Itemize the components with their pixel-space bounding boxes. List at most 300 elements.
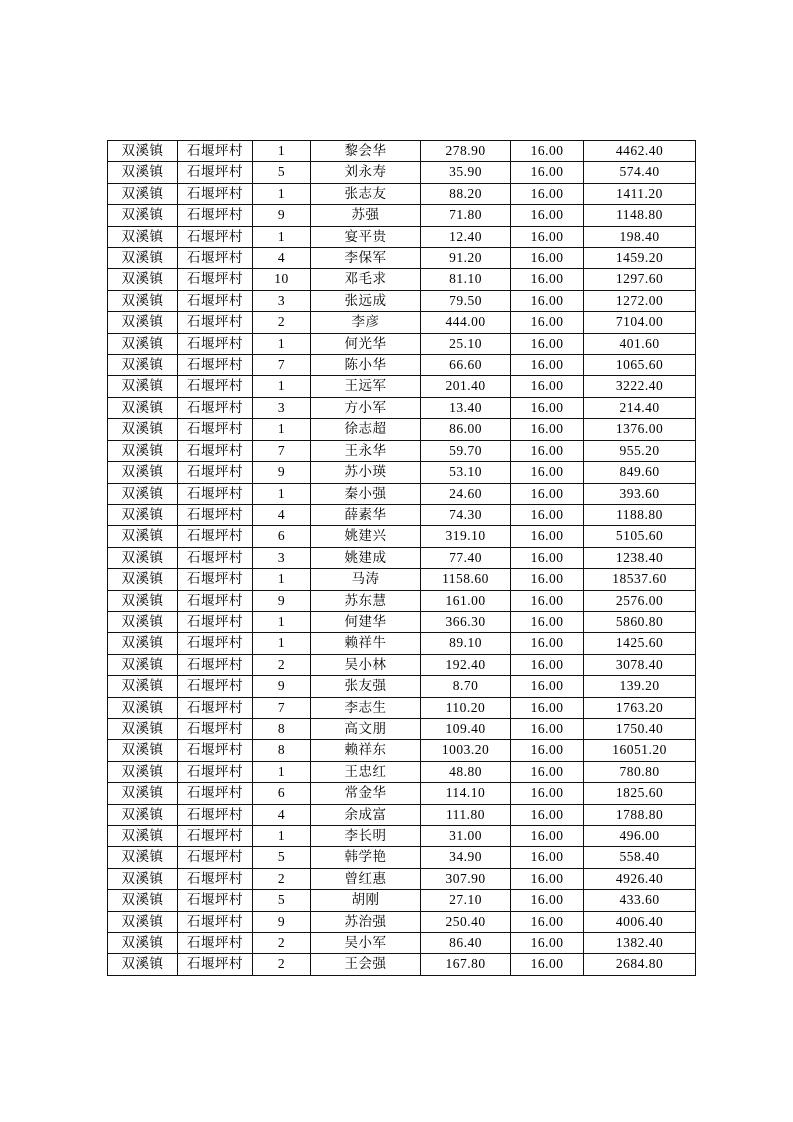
cell-town: 双溪镇 [108,440,178,461]
table-row [108,633,696,654]
table-row [108,504,696,525]
table-row [108,569,696,590]
cell-group: 5 [253,162,311,183]
cell-village: 石堰坪村 [178,890,253,911]
table-row [108,933,696,954]
cell-group: 1 [253,633,311,654]
cell-town: 双溪镇 [108,590,178,611]
cell-name: 李彦 [311,312,421,333]
cell-rate: 16.00 [511,248,584,269]
cell-village: 石堰坪村 [178,483,253,504]
cell-amount: 444.00 [421,312,511,333]
table-row [108,248,696,269]
cell-total: 393.60 [584,483,696,504]
cell-rate: 16.00 [511,890,584,911]
cell-name: 李保军 [311,248,421,269]
cell-name: 张远成 [311,290,421,311]
cell-town: 双溪镇 [108,226,178,247]
cell-rate: 16.00 [511,826,584,847]
cell-village: 石堰坪村 [178,697,253,718]
cell-village: 石堰坪村 [178,590,253,611]
cell-village: 石堰坪村 [178,847,253,868]
cell-rate: 16.00 [511,290,584,311]
table-row [108,654,696,675]
cell-group: 2 [253,954,311,975]
cell-group: 8 [253,740,311,761]
cell-rate: 16.00 [511,783,584,804]
cell-rate: 16.00 [511,183,584,204]
table-row [108,526,696,547]
cell-total: 5860.80 [584,611,696,632]
cell-total: 1238.40 [584,547,696,568]
cell-amount: 53.10 [421,462,511,483]
cell-group: 1 [253,611,311,632]
cell-total: 1459.20 [584,248,696,269]
cell-name: 胡刚 [311,890,421,911]
cell-amount: 12.40 [421,226,511,247]
records-table [107,140,696,976]
cell-total: 16051.20 [584,740,696,761]
cell-total: 433.60 [584,890,696,911]
cell-amount: 110.20 [421,697,511,718]
cell-amount: 1003.20 [421,740,511,761]
cell-rate: 16.00 [511,205,584,226]
cell-total: 4926.40 [584,868,696,889]
cell-total: 18537.60 [584,569,696,590]
cell-village: 石堰坪村 [178,804,253,825]
cell-name: 吴小军 [311,933,421,954]
table-row [108,826,696,847]
cell-group: 1 [253,483,311,504]
cell-town: 双溪镇 [108,654,178,675]
cell-group: 1 [253,183,311,204]
cell-rate: 16.00 [511,526,584,547]
cell-village: 石堰坪村 [178,397,253,418]
cell-rate: 16.00 [511,504,584,525]
cell-village: 石堰坪村 [178,676,253,697]
cell-amount: 71.80 [421,205,511,226]
cell-group: 5 [253,890,311,911]
table-row [108,269,696,290]
cell-town: 双溪镇 [108,504,178,525]
cell-town: 双溪镇 [108,162,178,183]
cell-village: 石堰坪村 [178,376,253,397]
cell-name: 方小军 [311,397,421,418]
cell-group: 1 [253,141,311,162]
cell-amount: 66.60 [421,355,511,376]
cell-total: 401.60 [584,333,696,354]
cell-total: 1425.60 [584,633,696,654]
cell-amount: 89.10 [421,633,511,654]
cell-total: 198.40 [584,226,696,247]
cell-name: 赖祥东 [311,740,421,761]
cell-amount: 25.10 [421,333,511,354]
cell-town: 双溪镇 [108,205,178,226]
cell-name: 李志生 [311,697,421,718]
cell-name: 张友强 [311,676,421,697]
cell-town: 双溪镇 [108,933,178,954]
cell-total: 1825.60 [584,783,696,804]
table-row [108,397,696,418]
cell-name: 曾红惠 [311,868,421,889]
cell-village: 石堰坪村 [178,504,253,525]
cell-village: 石堰坪村 [178,141,253,162]
cell-village: 石堰坪村 [178,183,253,204]
cell-total: 3222.40 [584,376,696,397]
cell-name: 何光华 [311,333,421,354]
cell-group: 1 [253,569,311,590]
cell-amount: 59.70 [421,440,511,461]
table-row [108,183,696,204]
cell-village: 石堰坪村 [178,911,253,932]
cell-village: 石堰坪村 [178,740,253,761]
cell-rate: 16.00 [511,718,584,739]
table-row [108,676,696,697]
cell-group: 2 [253,312,311,333]
cell-amount: 192.40 [421,654,511,675]
cell-town: 双溪镇 [108,569,178,590]
cell-total: 1750.40 [584,718,696,739]
cell-village: 石堰坪村 [178,355,253,376]
cell-rate: 16.00 [511,911,584,932]
cell-total: 5105.60 [584,526,696,547]
cell-group: 3 [253,547,311,568]
table-row [108,847,696,868]
cell-amount: 8.70 [421,676,511,697]
cell-rate: 16.00 [511,483,584,504]
cell-total: 3078.40 [584,654,696,675]
cell-amount: 91.20 [421,248,511,269]
cell-total: 1788.80 [584,804,696,825]
cell-amount: 13.40 [421,397,511,418]
cell-name: 吴小林 [311,654,421,675]
cell-rate: 16.00 [511,141,584,162]
cell-name: 常金华 [311,783,421,804]
table-row [108,226,696,247]
cell-group: 5 [253,847,311,868]
cell-rate: 16.00 [511,654,584,675]
cell-town: 双溪镇 [108,826,178,847]
cell-group: 9 [253,205,311,226]
cell-rate: 16.00 [511,226,584,247]
cell-village: 石堰坪村 [178,248,253,269]
cell-name: 王忠红 [311,761,421,782]
cell-group: 7 [253,440,311,461]
cell-town: 双溪镇 [108,611,178,632]
cell-name: 李长明 [311,826,421,847]
cell-group: 6 [253,783,311,804]
cell-total: 139.20 [584,676,696,697]
cell-group: 1 [253,376,311,397]
cell-amount: 109.40 [421,718,511,739]
cell-town: 双溪镇 [108,333,178,354]
cell-rate: 16.00 [511,162,584,183]
cell-village: 石堰坪村 [178,654,253,675]
cell-amount: 88.20 [421,183,511,204]
cell-town: 双溪镇 [108,419,178,440]
cell-amount: 48.80 [421,761,511,782]
cell-village: 石堰坪村 [178,718,253,739]
cell-name: 苏小瑛 [311,462,421,483]
cell-rate: 16.00 [511,633,584,654]
cell-total: 1376.00 [584,419,696,440]
cell-group: 6 [253,526,311,547]
cell-rate: 16.00 [511,462,584,483]
table-row [108,290,696,311]
cell-village: 石堰坪村 [178,783,253,804]
cell-total: 1272.00 [584,290,696,311]
cell-total: 1065.60 [584,355,696,376]
cell-name: 韩学艳 [311,847,421,868]
cell-amount: 307.90 [421,868,511,889]
cell-name: 邓毛求 [311,269,421,290]
cell-name: 张志友 [311,183,421,204]
cell-village: 石堰坪村 [178,526,253,547]
cell-town: 双溪镇 [108,376,178,397]
cell-group: 9 [253,462,311,483]
table-row [108,440,696,461]
cell-rate: 16.00 [511,547,584,568]
cell-village: 石堰坪村 [178,462,253,483]
cell-name: 余成富 [311,804,421,825]
cell-name: 秦小强 [311,483,421,504]
cell-rate: 16.00 [511,312,584,333]
cell-village: 石堰坪村 [178,162,253,183]
cell-rate: 16.00 [511,740,584,761]
cell-town: 双溪镇 [108,290,178,311]
cell-group: 2 [253,933,311,954]
cell-rate: 16.00 [511,933,584,954]
cell-total: 496.00 [584,826,696,847]
cell-group: 9 [253,911,311,932]
cell-rate: 16.00 [511,376,584,397]
cell-total: 4462.40 [584,141,696,162]
table-row [108,590,696,611]
cell-name: 何建华 [311,611,421,632]
cell-amount: 74.30 [421,504,511,525]
cell-rate: 16.00 [511,804,584,825]
cell-amount: 77.40 [421,547,511,568]
cell-amount: 27.10 [421,890,511,911]
cell-name: 薛素华 [311,504,421,525]
cell-group: 8 [253,718,311,739]
cell-rate: 16.00 [511,419,584,440]
cell-group: 4 [253,504,311,525]
cell-rate: 16.00 [511,569,584,590]
table-row [108,911,696,932]
cell-group: 1 [253,333,311,354]
cell-amount: 24.60 [421,483,511,504]
cell-town: 双溪镇 [108,633,178,654]
cell-rate: 16.00 [511,355,584,376]
cell-town: 双溪镇 [108,526,178,547]
table-row [108,162,696,183]
cell-name: 徐志超 [311,419,421,440]
table-row [108,312,696,333]
cell-town: 双溪镇 [108,697,178,718]
cell-name: 宴平贵 [311,226,421,247]
cell-village: 石堰坪村 [178,333,253,354]
cell-rate: 16.00 [511,697,584,718]
cell-name: 高文朋 [311,718,421,739]
table-row [108,761,696,782]
cell-amount: 34.90 [421,847,511,868]
cell-group: 1 [253,419,311,440]
table-row [108,376,696,397]
cell-village: 石堰坪村 [178,569,253,590]
cell-total: 1411.20 [584,183,696,204]
cell-name: 苏强 [311,205,421,226]
cell-village: 石堰坪村 [178,633,253,654]
table-row [108,462,696,483]
cell-total: 1188.80 [584,504,696,525]
cell-name: 苏治强 [311,911,421,932]
cell-amount: 86.40 [421,933,511,954]
cell-village: 石堰坪村 [178,205,253,226]
cell-town: 双溪镇 [108,718,178,739]
cell-total: 558.40 [584,847,696,868]
cell-group: 3 [253,397,311,418]
table-row [108,718,696,739]
cell-rate: 16.00 [511,333,584,354]
cell-group: 9 [253,590,311,611]
cell-amount: 111.80 [421,804,511,825]
cell-village: 石堰坪村 [178,933,253,954]
cell-group: 2 [253,654,311,675]
cell-town: 双溪镇 [108,397,178,418]
records-table-body [108,141,696,976]
cell-amount: 114.10 [421,783,511,804]
cell-group: 1 [253,761,311,782]
cell-town: 双溪镇 [108,547,178,568]
cell-total: 2684.80 [584,954,696,975]
cell-amount: 86.00 [421,419,511,440]
table-row [108,547,696,568]
cell-amount: 81.10 [421,269,511,290]
cell-amount: 250.40 [421,911,511,932]
cell-total: 574.40 [584,162,696,183]
cell-village: 石堰坪村 [178,269,253,290]
cell-amount: 161.00 [421,590,511,611]
table-row [108,141,696,162]
cell-amount: 201.40 [421,376,511,397]
table-row [108,868,696,889]
cell-village: 石堰坪村 [178,290,253,311]
cell-town: 双溪镇 [108,248,178,269]
cell-town: 双溪镇 [108,804,178,825]
cell-total: 7104.00 [584,312,696,333]
table-row [108,611,696,632]
table-row [108,890,696,911]
cell-town: 双溪镇 [108,183,178,204]
cell-total: 1382.40 [584,933,696,954]
cell-town: 双溪镇 [108,483,178,504]
cell-group: 1 [253,826,311,847]
cell-name: 马涛 [311,569,421,590]
cell-rate: 16.00 [511,590,584,611]
table-row [108,483,696,504]
cell-town: 双溪镇 [108,141,178,162]
cell-total: 214.40 [584,397,696,418]
cell-amount: 167.80 [421,954,511,975]
cell-town: 双溪镇 [108,847,178,868]
table-row [108,804,696,825]
cell-group: 4 [253,804,311,825]
cell-town: 双溪镇 [108,761,178,782]
cell-town: 双溪镇 [108,740,178,761]
cell-village: 石堰坪村 [178,226,253,247]
table-row [108,783,696,804]
table-row [108,355,696,376]
cell-amount: 31.00 [421,826,511,847]
cell-rate: 16.00 [511,269,584,290]
cell-name: 姚建成 [311,547,421,568]
cell-village: 石堰坪村 [178,868,253,889]
cell-total: 1763.20 [584,697,696,718]
cell-total: 4006.40 [584,911,696,932]
cell-amount: 1158.60 [421,569,511,590]
cell-name: 王永华 [311,440,421,461]
cell-town: 双溪镇 [108,269,178,290]
cell-group: 3 [253,290,311,311]
cell-village: 石堰坪村 [178,611,253,632]
cell-name: 王会强 [311,954,421,975]
cell-town: 双溪镇 [108,890,178,911]
cell-town: 双溪镇 [108,462,178,483]
cell-total: 780.80 [584,761,696,782]
cell-amount: 79.50 [421,290,511,311]
cell-group: 4 [253,248,311,269]
cell-total: 1148.80 [584,205,696,226]
cell-group: 7 [253,697,311,718]
cell-group: 7 [253,355,311,376]
cell-village: 石堰坪村 [178,547,253,568]
cell-group: 10 [253,269,311,290]
cell-rate: 16.00 [511,868,584,889]
cell-rate: 16.00 [511,676,584,697]
cell-village: 石堰坪村 [178,761,253,782]
cell-name: 姚建兴 [311,526,421,547]
cell-rate: 16.00 [511,954,584,975]
cell-town: 双溪镇 [108,312,178,333]
cell-group: 2 [253,868,311,889]
cell-village: 石堰坪村 [178,419,253,440]
cell-amount: 278.90 [421,141,511,162]
cell-rate: 16.00 [511,611,584,632]
cell-village: 石堰坪村 [178,826,253,847]
cell-group: 9 [253,676,311,697]
cell-village: 石堰坪村 [178,440,253,461]
table-row [108,697,696,718]
table-row [108,333,696,354]
cell-rate: 16.00 [511,761,584,782]
table-row [108,740,696,761]
cell-name: 赖祥牛 [311,633,421,654]
cell-town: 双溪镇 [108,868,178,889]
cell-name: 刘永寿 [311,162,421,183]
cell-name: 黎会华 [311,141,421,162]
cell-name: 苏东慧 [311,590,421,611]
cell-total: 955.20 [584,440,696,461]
cell-village: 石堰坪村 [178,954,253,975]
table-row [108,205,696,226]
cell-name: 陈小华 [311,355,421,376]
cell-total: 1297.60 [584,269,696,290]
table-row [108,419,696,440]
cell-amount: 319.10 [421,526,511,547]
cell-town: 双溪镇 [108,355,178,376]
cell-town: 双溪镇 [108,676,178,697]
